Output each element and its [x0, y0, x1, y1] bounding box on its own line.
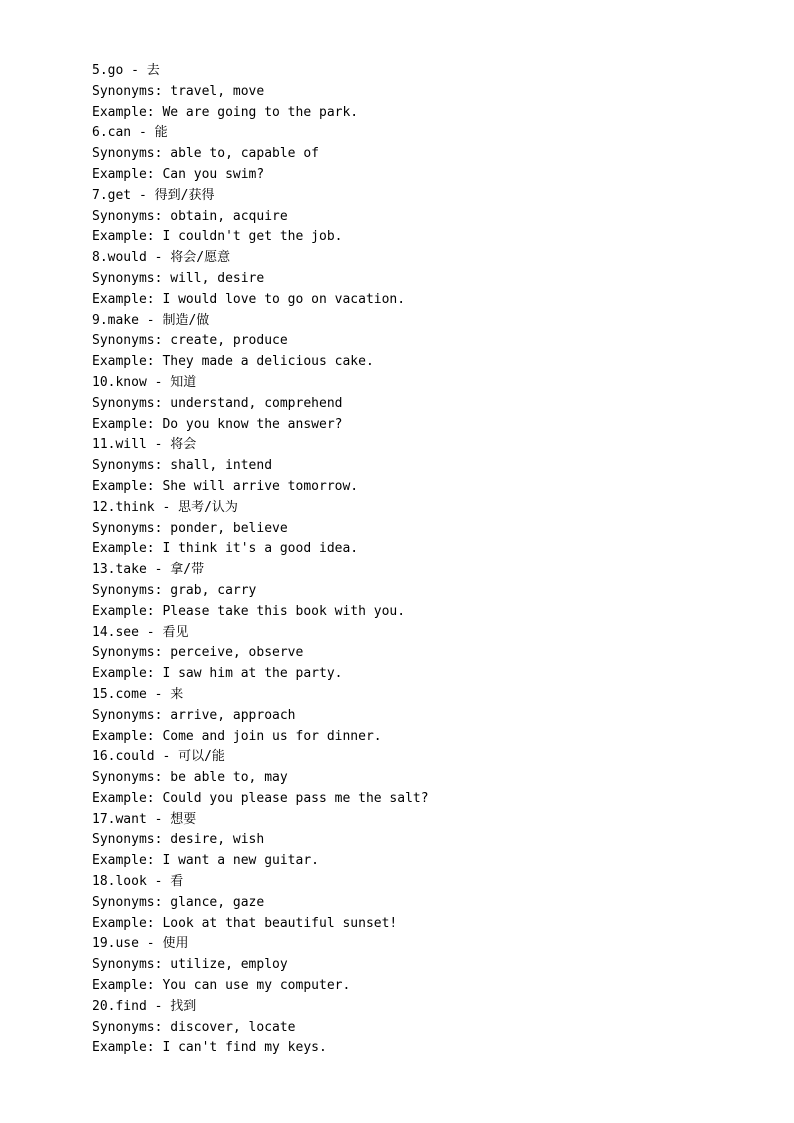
entry-synonyms — [92, 830, 752, 851]
entry-number: 14. — [92, 624, 116, 640]
example-value: I can't find my keys. — [162, 1040, 327, 1056]
example-label: Example: — [92, 354, 163, 370]
example-label: Example: — [92, 478, 163, 494]
entry-word: look — [115, 874, 147, 890]
synonyms-value: obtain, acquire — [170, 208, 288, 224]
vocabulary-entry — [92, 373, 752, 435]
entry-heading — [92, 123, 752, 144]
synonyms-label: Synonyms: — [92, 395, 171, 411]
synonyms-value: glance, gaze — [170, 894, 265, 910]
entry-word: know — [115, 374, 147, 390]
vocabulary-list — [92, 61, 752, 1059]
entry-translation: 将会/愿意 — [170, 250, 231, 266]
entry-heading — [92, 248, 752, 269]
entry-separator: - — [154, 499, 179, 515]
example-value: Can you swim? — [162, 166, 265, 182]
entry-word: will — [115, 437, 147, 453]
entry-word: could — [115, 749, 155, 765]
entry-synonyms — [92, 331, 752, 352]
vocabulary-entry — [92, 997, 752, 1059]
example-value: I would love to go on vacation. — [162, 291, 406, 307]
example-value: Look at that beautiful sunset! — [162, 915, 398, 931]
entry-translation: 可以/能 — [178, 749, 225, 765]
entry-word: come — [115, 686, 147, 702]
entry-heading — [92, 311, 752, 332]
entry-separator: - — [154, 749, 179, 765]
example-label: Example: — [92, 416, 163, 432]
entry-heading — [92, 747, 752, 768]
entry-word: make — [107, 312, 139, 328]
entry-translation: 去 — [146, 63, 160, 78]
vocabulary-entry — [92, 123, 752, 185]
example-value: Please take this book with you. — [162, 603, 406, 619]
entry-word: think — [115, 499, 155, 515]
entry-separator: - — [146, 686, 171, 702]
vocabulary-entry — [92, 623, 752, 685]
synonyms-label: Synonyms: — [92, 1019, 171, 1035]
example-value: I couldn't get the job. — [162, 229, 343, 245]
entry-separator: - — [146, 562, 171, 578]
entry-heading — [92, 997, 752, 1018]
entry-number: 20. — [92, 998, 116, 1014]
entry-heading — [92, 61, 752, 82]
synonyms-value: understand, comprehend — [170, 395, 343, 411]
entry-example — [92, 851, 752, 872]
example-label: Example: — [92, 666, 163, 682]
entry-number: 13. — [92, 562, 116, 578]
entry-word: find — [115, 998, 147, 1014]
entry-translation: 思考/认为 — [178, 499, 238, 515]
synonyms-label: Synonyms: — [92, 520, 171, 536]
entry-word: use — [115, 936, 139, 952]
entry-word: get — [107, 187, 132, 203]
entry-example — [92, 227, 752, 248]
entry-separator: - — [146, 250, 171, 266]
entry-number: 19. — [92, 936, 116, 952]
vocabulary-entry — [92, 61, 752, 123]
synonyms-value: arrive, approach — [170, 707, 296, 723]
entry-heading — [92, 685, 752, 706]
synonyms-label: Synonyms: — [92, 270, 171, 286]
synonyms-label: Synonyms: — [92, 146, 171, 162]
entry-number: 6. — [92, 125, 108, 141]
entry-heading — [92, 623, 752, 644]
entry-number: 9. — [92, 312, 108, 328]
entry-synonyms — [92, 82, 752, 103]
example-label: Example: — [92, 853, 163, 869]
entry-example — [92, 727, 752, 748]
synonyms-value: perceive, observe — [170, 645, 304, 661]
synonyms-value: utilize, employ — [170, 957, 288, 973]
entry-synonyms — [92, 394, 752, 415]
vocabulary-entry — [92, 498, 752, 560]
vocabulary-entry — [92, 311, 752, 373]
synonyms-label: Synonyms: — [92, 208, 171, 224]
entry-example — [92, 914, 752, 935]
synonyms-value: able to, capable of — [170, 146, 319, 162]
entry-example — [92, 539, 752, 560]
synonyms-label: Synonyms: — [92, 707, 171, 723]
entry-synonyms — [92, 955, 752, 976]
entry-number: 5. — [92, 63, 108, 78]
entry-separator: - — [146, 998, 171, 1014]
entry-heading — [92, 498, 752, 519]
entry-translation: 来 — [170, 686, 184, 702]
example-value: She will arrive tomorrow. — [162, 478, 359, 494]
synonyms-label: Synonyms: — [92, 832, 171, 848]
entry-synonyms — [92, 144, 752, 165]
entry-separator: - — [123, 63, 147, 78]
entry-separator: - — [146, 874, 171, 890]
synonyms-value: discover, locate — [170, 1019, 296, 1035]
entry-word: want — [115, 811, 147, 827]
example-label: Example: — [92, 1040, 163, 1056]
entry-separator: - — [131, 187, 155, 203]
entry-number: 16. — [92, 749, 116, 765]
vocabulary-entry — [92, 560, 752, 622]
entry-translation: 得到/获得 — [154, 187, 215, 203]
entry-separator: - — [146, 437, 171, 453]
entry-translation: 使用 — [162, 936, 189, 952]
synonyms-label: Synonyms: — [92, 83, 171, 99]
vocabulary-entry — [92, 248, 752, 310]
vocabulary-entry — [92, 685, 752, 747]
example-label: Example: — [92, 603, 163, 619]
synonyms-value: will, desire — [170, 270, 265, 286]
entry-example — [92, 976, 752, 997]
entry-translation: 将会 — [170, 437, 197, 453]
example-value: I saw him at the party. — [162, 666, 343, 682]
synonyms-value: grab, carry — [170, 582, 257, 598]
synonyms-label: Synonyms: — [92, 957, 171, 973]
example-value: We are going to the park. — [162, 104, 359, 120]
entry-synonyms — [92, 643, 752, 664]
entry-separator: - — [138, 936, 163, 952]
entry-number: 7. — [92, 187, 108, 203]
entry-translation: 制造/做 — [162, 312, 210, 328]
example-value: Come and join us for dinner. — [162, 728, 382, 744]
synonyms-value: ponder, believe — [170, 520, 288, 536]
synonyms-value: shall, intend — [170, 458, 273, 474]
synonyms-label: Synonyms: — [92, 894, 171, 910]
example-label: Example: — [92, 291, 163, 307]
vocabulary-entry — [92, 435, 752, 497]
vocabulary-entry — [92, 747, 752, 809]
entry-heading — [92, 560, 752, 581]
vocabulary-entry — [92, 872, 752, 934]
entry-number: 15. — [92, 686, 116, 702]
entry-separator: - — [138, 312, 163, 328]
synonyms-value: create, produce — [170, 333, 288, 349]
entry-heading — [92, 810, 752, 831]
entry-number: 17. — [92, 811, 116, 827]
entry-synonyms — [92, 581, 752, 602]
example-label: Example: — [92, 790, 163, 806]
entry-number: 12. — [92, 499, 116, 515]
example-label: Example: — [92, 166, 163, 182]
synonyms-label: Synonyms: — [92, 645, 171, 661]
entry-number: 10. — [92, 374, 116, 390]
example-label: Example: — [92, 728, 163, 744]
example-value: They made a delicious cake. — [162, 354, 374, 370]
example-value: I think it's a good idea. — [162, 541, 359, 557]
synonyms-value: be able to, may — [170, 770, 288, 786]
entry-synonyms — [92, 456, 752, 477]
entry-translation: 拿/带 — [170, 562, 205, 578]
entry-word: would — [107, 250, 147, 266]
synonyms-label: Synonyms: — [92, 770, 171, 786]
vocabulary-entry — [92, 934, 752, 996]
entry-number: 11. — [92, 437, 116, 453]
example-value: Could you please pass me the salt? — [162, 790, 429, 806]
entry-synonyms — [92, 1018, 752, 1039]
entry-heading — [92, 435, 752, 456]
entry-heading — [92, 872, 752, 893]
example-label: Example: — [92, 978, 163, 994]
entry-word: go — [107, 63, 124, 78]
entry-example — [92, 290, 752, 311]
entry-example — [92, 165, 752, 186]
example-label: Example: — [92, 229, 163, 245]
example-label: Example: — [92, 915, 163, 931]
example-value: You can use my computer. — [162, 978, 351, 994]
synonyms-label: Synonyms: — [92, 333, 171, 349]
entry-separator: - — [138, 624, 163, 640]
entry-separator: - — [131, 125, 155, 141]
example-value: Do you know the answer? — [162, 416, 343, 432]
synonyms-label: Synonyms: — [92, 458, 171, 474]
entry-example — [92, 789, 752, 810]
entry-example — [92, 352, 752, 373]
synonyms-value: desire, wish — [170, 832, 265, 848]
entry-synonyms — [92, 269, 752, 290]
entry-word: take — [115, 562, 147, 578]
entry-synonyms — [92, 768, 752, 789]
entry-separator: - — [146, 374, 171, 390]
vocabulary-entry — [92, 186, 752, 248]
document-page — [92, 61, 752, 1059]
entry-translation: 知道 — [170, 374, 197, 390]
entry-example — [92, 1038, 752, 1059]
entry-example — [92, 602, 752, 623]
entry-synonyms — [92, 893, 752, 914]
synonyms-value: travel, move — [170, 83, 265, 99]
entry-word: see — [115, 624, 139, 640]
entry-translation: 找到 — [170, 998, 197, 1014]
example-label: Example: — [92, 541, 163, 557]
entry-example — [92, 415, 752, 436]
entry-heading — [92, 373, 752, 394]
entry-synonyms — [92, 706, 752, 727]
example-label: Example: — [92, 104, 163, 120]
synonyms-label: Synonyms: — [92, 582, 171, 598]
entry-translation: 看见 — [162, 624, 189, 640]
entry-translation: 能 — [154, 125, 168, 141]
entry-separator: - — [146, 811, 171, 827]
vocabulary-entry — [92, 810, 752, 872]
entry-example — [92, 103, 752, 124]
entry-translation: 看 — [170, 874, 184, 890]
entry-word: can — [107, 125, 132, 141]
entry-synonyms — [92, 207, 752, 228]
entry-synonyms — [92, 519, 752, 540]
entry-number: 18. — [92, 874, 116, 890]
entry-translation: 想要 — [170, 811, 197, 827]
entry-heading — [92, 186, 752, 207]
entry-example — [92, 664, 752, 685]
example-value: I want a new guitar. — [162, 853, 319, 869]
entry-example — [92, 477, 752, 498]
entry-number: 8. — [92, 250, 108, 266]
entry-heading — [92, 934, 752, 955]
